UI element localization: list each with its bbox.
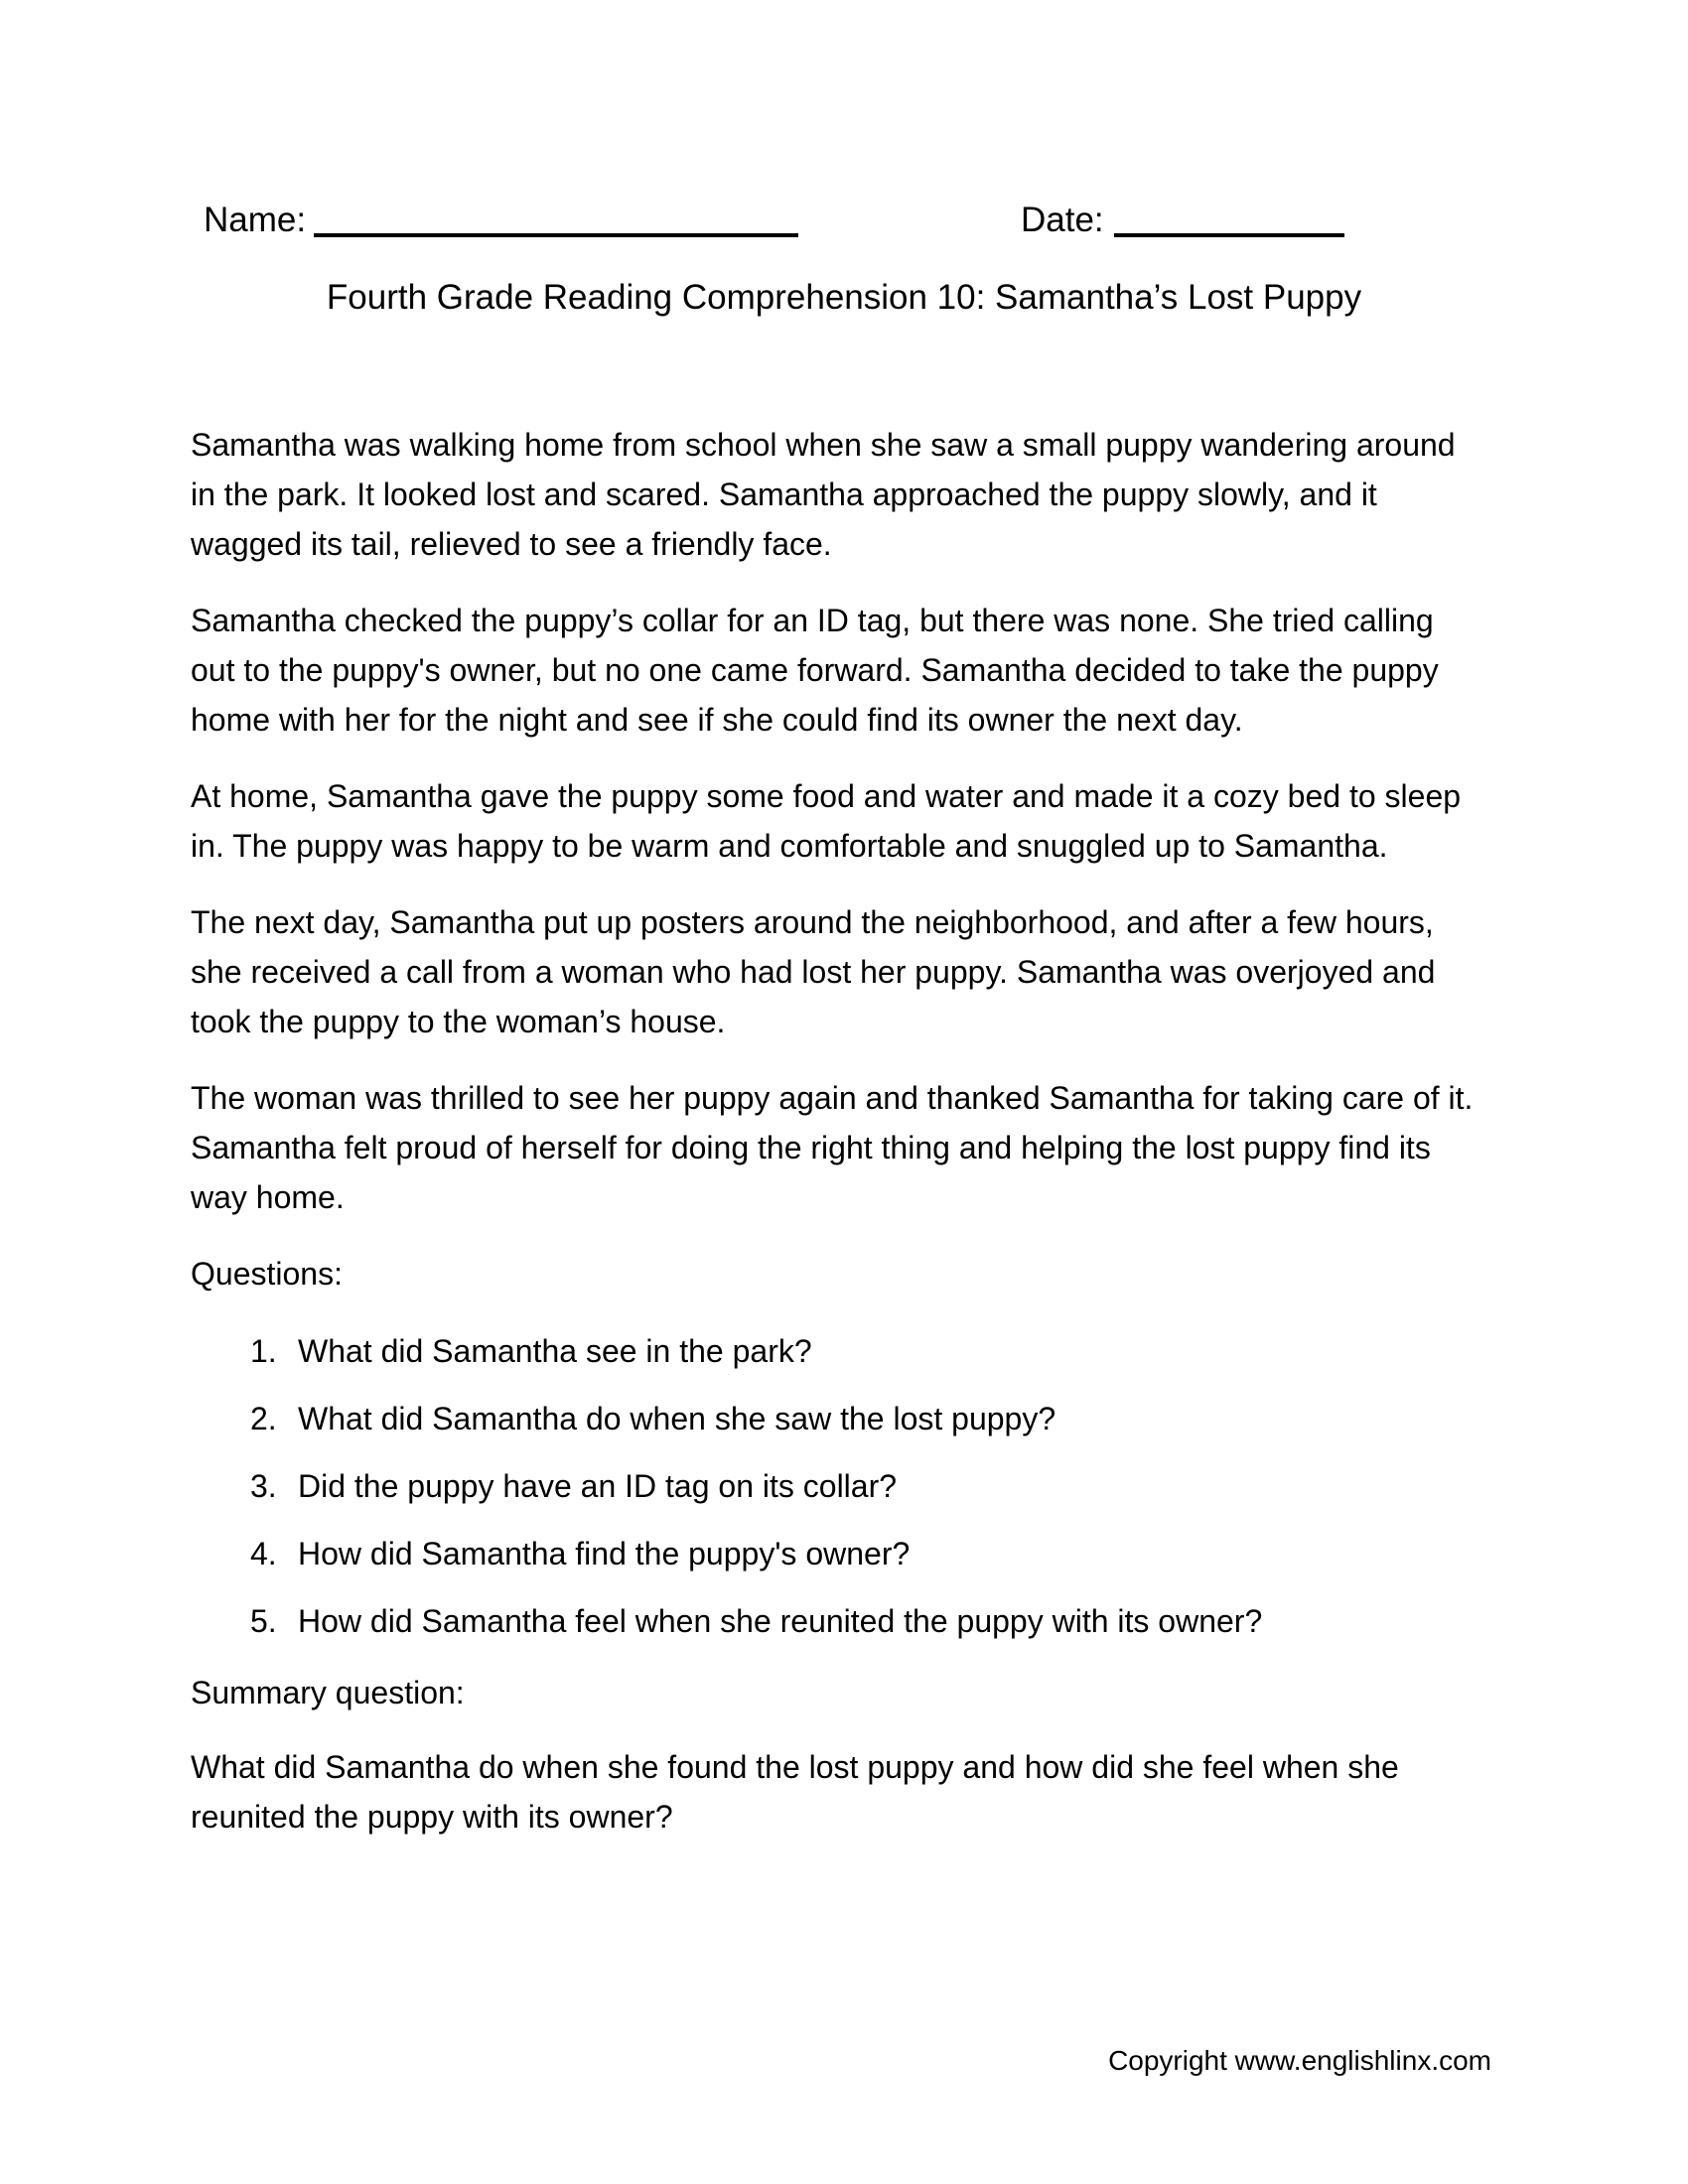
story-paragraph-5: The woman was thrilled to see her puppy again and thanked Samantha for taking care of it. Samantha felt proud of herself for doing the right thing and helping the lost puppy find its way home. xyxy=(191,1080,1474,1215)
question-item-2 xyxy=(191,1394,1481,1443)
question-item-1 xyxy=(191,1326,1481,1376)
question-text: How did Samantha find the puppy's owner? xyxy=(298,1536,911,1571)
name-label: Name: xyxy=(204,201,307,239)
story-paragraph-3: At home, Samantha gave the puppy some food and water and made it a cozy bed to sleep in. The puppy was happy to be warm and comfortable and snuggled up to Samantha. xyxy=(191,778,1462,864)
question-number: 1. xyxy=(250,1333,277,1369)
question-item-3 xyxy=(191,1461,1481,1511)
question-item-5 xyxy=(191,1596,1481,1646)
date-label: Date: xyxy=(1021,201,1104,239)
content-column xyxy=(191,420,1481,1842)
question-text: How did Samantha feel when she reunited the puppy with its owner? xyxy=(298,1603,1263,1639)
copyright-notice: Copyright www.englishlinx.com xyxy=(1108,2045,1491,2076)
question-item-4 xyxy=(191,1529,1481,1578)
date-write-line[interactable] xyxy=(1114,223,1344,237)
story-paragraph-4: The next day, Samantha put up posters around the neighborhood, and after a few hours, she received a call from a woman who had lost her puppy. Samantha was overjoyed and took the puppy to the woman’s house. xyxy=(191,904,1436,1039)
name-field xyxy=(204,199,798,242)
story-paragraph-1: Samantha was walking home from school when she saw a small puppy wandering around in the park. It looked lost and scared. Samantha approached the puppy slowly, and it wagged its tail, relieved to see a friendly face. xyxy=(191,427,1456,562)
summary-question-text: What did Samantha do when she found the lost puppy and how did she feel when she reunited the puppy with its owner? xyxy=(191,1749,1399,1835)
story-paragraph-2: Samantha checked the puppy’s collar for an ID tag, but there was none. She tried calling out to the puppy's owner, but no one came forward. Samantha decided to take the puppy home with her for the night and see if she could find its owner the next day. xyxy=(191,603,1439,738)
question-number: 2. xyxy=(250,1401,277,1436)
question-text: What did Samantha see in the park? xyxy=(298,1333,812,1369)
worksheet-title: Fourth Grade Reading Comprehension 10: Samantha’s Lost Puppy xyxy=(326,278,1362,317)
question-number: 3. xyxy=(250,1468,277,1504)
name-write-line[interactable] xyxy=(314,223,798,237)
question-text: Did the puppy have an ID tag on its collar? xyxy=(298,1468,898,1504)
header-row xyxy=(204,199,1491,258)
question-text: What did Samantha do when she saw the lost puppy? xyxy=(298,1401,1056,1436)
summary-heading: Summary question: xyxy=(191,1675,465,1710)
date-field xyxy=(1021,199,1344,242)
questions-heading: Questions: xyxy=(191,1256,343,1292)
question-number: 5. xyxy=(250,1603,277,1639)
question-number: 4. xyxy=(250,1536,277,1571)
questions-list xyxy=(191,1326,1481,1646)
